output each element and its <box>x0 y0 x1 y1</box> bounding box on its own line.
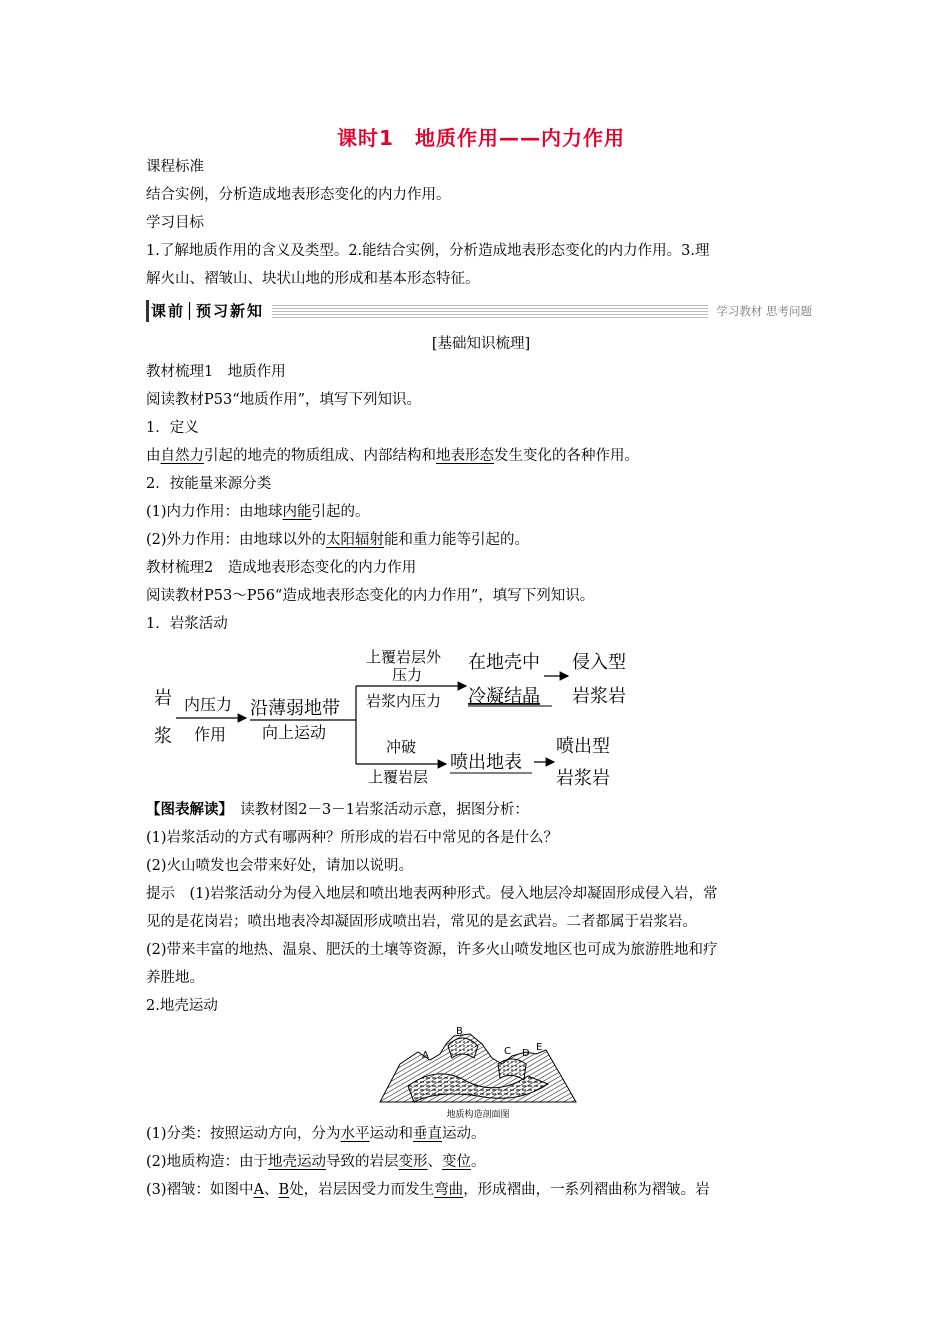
goals-line-1: 1.了解地质作用的含义及类型。2.能结合实例，分析造成地表形态变化的内力作用。3.理 <box>146 243 710 259</box>
fig-label-e: E <box>536 1042 543 1053</box>
text: (2)外力作用：由地球以外的 <box>146 532 327 548</box>
crust-heading: 2.地壳运动 <box>146 998 218 1014</box>
m1-outer-force <box>146 530 529 550</box>
text: 运动。 <box>442 1126 486 1142</box>
down-bottom-label: 上覆岩层 <box>368 768 429 786</box>
text: 。 <box>471 1154 486 1170</box>
arrow1-top-label: 内压力 <box>184 695 233 714</box>
chart-read-intro: 读教材图2－3－1岩浆活动示意，据图分析： <box>225 802 529 818</box>
m1-def-heading: 1．定义 <box>146 420 199 436</box>
text: (1)分类：按照运动方向，分为 <box>146 1126 341 1142</box>
answer-blank: 水平 <box>340 1126 370 1142</box>
answer-blank: 弯曲 <box>434 1182 464 1198</box>
text: 能和重力能等引起的。 <box>384 532 530 548</box>
fig-label-b: B <box>456 1026 463 1037</box>
text: 引起的地壳的物质组成、内部结构和 <box>204 448 436 464</box>
text: 发生变化的各种作用。 <box>494 448 639 464</box>
up-final-1: 侵入型 <box>572 652 626 673</box>
up-final-2: 岩浆岩 <box>572 686 626 707</box>
fig-label-d: D <box>522 1048 530 1059</box>
down-result: 喷出地表 <box>450 752 522 773</box>
hint-line-1: 提示 (1)岩浆活动分为侵入地层和喷出地表两种形式。侵入地层冷却凝固形成侵入岩，常 <box>146 886 718 902</box>
down-final-1: 喷出型 <box>556 736 610 757</box>
m1-read: 阅读教材P53“地质作用”，填写下列知识。 <box>146 392 422 408</box>
m2-read: 阅读教材P53～P56“造成地表形态变化的内力作用”，填写下列知识。 <box>146 588 595 604</box>
answer-blank: 变形 <box>398 1154 428 1170</box>
fig-caption: 地质构造剖面图 <box>446 1110 510 1119</box>
mid-label-1: 沿薄弱地带 <box>250 698 340 719</box>
text: 、 <box>427 1154 443 1170</box>
question-1: (1)岩浆活动的方式有哪两种？所形成的岩石中常见的各是什么？ <box>146 830 559 846</box>
m2-heading: 教材梳理2 造成地表形态变化的内力作用 <box>146 560 417 576</box>
crust-p2 <box>146 1152 486 1172</box>
text: 由 <box>146 448 161 464</box>
mid-label-2: 向上运动 <box>262 723 327 742</box>
banner-left-label: 课前│预习新知 <box>146 300 272 322</box>
text: 、 <box>264 1182 279 1198</box>
answer-blank: 内能 <box>282 504 312 520</box>
magma-flow-diagram <box>146 640 646 790</box>
chart-read-line <box>146 800 529 820</box>
m1-cls-heading: 2．按能量来源分类 <box>146 476 272 492</box>
answer-blank: 垂直 <box>413 1126 443 1142</box>
text: (3)褶皱：如图中 <box>146 1182 254 1198</box>
down-final-2: 岩浆岩 <box>556 768 610 789</box>
up-top-label-1: 上覆岩层外 <box>366 648 442 666</box>
section-title: [基础知识梳理] <box>431 336 531 352</box>
m1-heading: 教材梳理1 地质作用 <box>146 364 286 380</box>
m2-magma-heading: 1．岩浆活动 <box>146 616 228 632</box>
standard-text: 结合实例，分析造成地表形态变化的内力作用。 <box>146 187 451 203</box>
answer-blank: A <box>253 1182 265 1198</box>
text: (1)内力作用：由地球 <box>146 504 283 520</box>
section-banner <box>146 300 816 322</box>
magma-char-2: 浆 <box>154 726 172 747</box>
magma-char-1: 岩 <box>154 688 172 709</box>
m1-def-text <box>146 446 639 466</box>
text: 导致的岩层 <box>326 1154 399 1170</box>
answer-blank: 地表形态 <box>436 448 494 464</box>
arrow1-bottom-label: 作用 <box>194 725 227 744</box>
question-2: (2)火山喷发也会带来好处，请加以说明。 <box>146 858 414 874</box>
page-title: 课时1 地质作用——内力作用 <box>337 126 625 150</box>
down-top-label: 冲破 <box>386 738 417 756</box>
answer-blank: 地壳运动 <box>268 1154 327 1170</box>
up-result-1: 在地壳中 <box>468 652 540 673</box>
hint-line-2: 见的是花岗岩；喷出地表冷却凝固形成喷出岩，常见的是玄武岩。二者都属于岩浆岩。 <box>146 914 697 930</box>
m1-inner-force <box>146 502 370 522</box>
answer-blank: 自然力 <box>160 448 204 464</box>
text: (2)地质构造：由于 <box>146 1154 269 1170</box>
crust-p1 <box>146 1124 486 1144</box>
answer-blank: 太阳辐射 <box>326 532 385 548</box>
text: 运动和 <box>369 1126 414 1142</box>
chart-read-label: 【图表解读】 <box>146 801 226 818</box>
goals-line-2: 解火山、褶皱山、块状山地的形成和基本形态特征。 <box>146 271 480 287</box>
fig-label-c: C <box>504 1046 511 1057</box>
hint-line-4: 养胜地。 <box>146 970 204 986</box>
up-top-label-2: 压力 <box>392 666 423 684</box>
hint-line-3: (2)带来丰富的地热、温泉、肥沃的土壤等资源，许多火山喷发地区也可成为旅游胜地和疗 <box>146 942 718 958</box>
fig-label-a: A <box>422 1050 429 1061</box>
geologic-section-figure <box>378 1024 578 1119</box>
goals-heading: 学习目标 <box>146 215 204 231</box>
up-bottom-label: 岩浆内压力 <box>366 692 442 710</box>
banner-right-label: 学习教材 思考问题 <box>708 300 816 322</box>
answer-blank: 变位 <box>442 1154 472 1170</box>
text: ，形成褶曲，一系列褶曲称为褶皱。岩 <box>463 1182 710 1198</box>
text: 引起的。 <box>311 504 370 520</box>
up-result-2: 冷凝结晶 <box>468 686 540 707</box>
answer-blank: B <box>278 1182 290 1198</box>
crust-p3 <box>146 1180 710 1200</box>
text: 处，岩层因受力而发生 <box>289 1182 435 1198</box>
standard-heading: 课程标准 <box>146 159 204 175</box>
